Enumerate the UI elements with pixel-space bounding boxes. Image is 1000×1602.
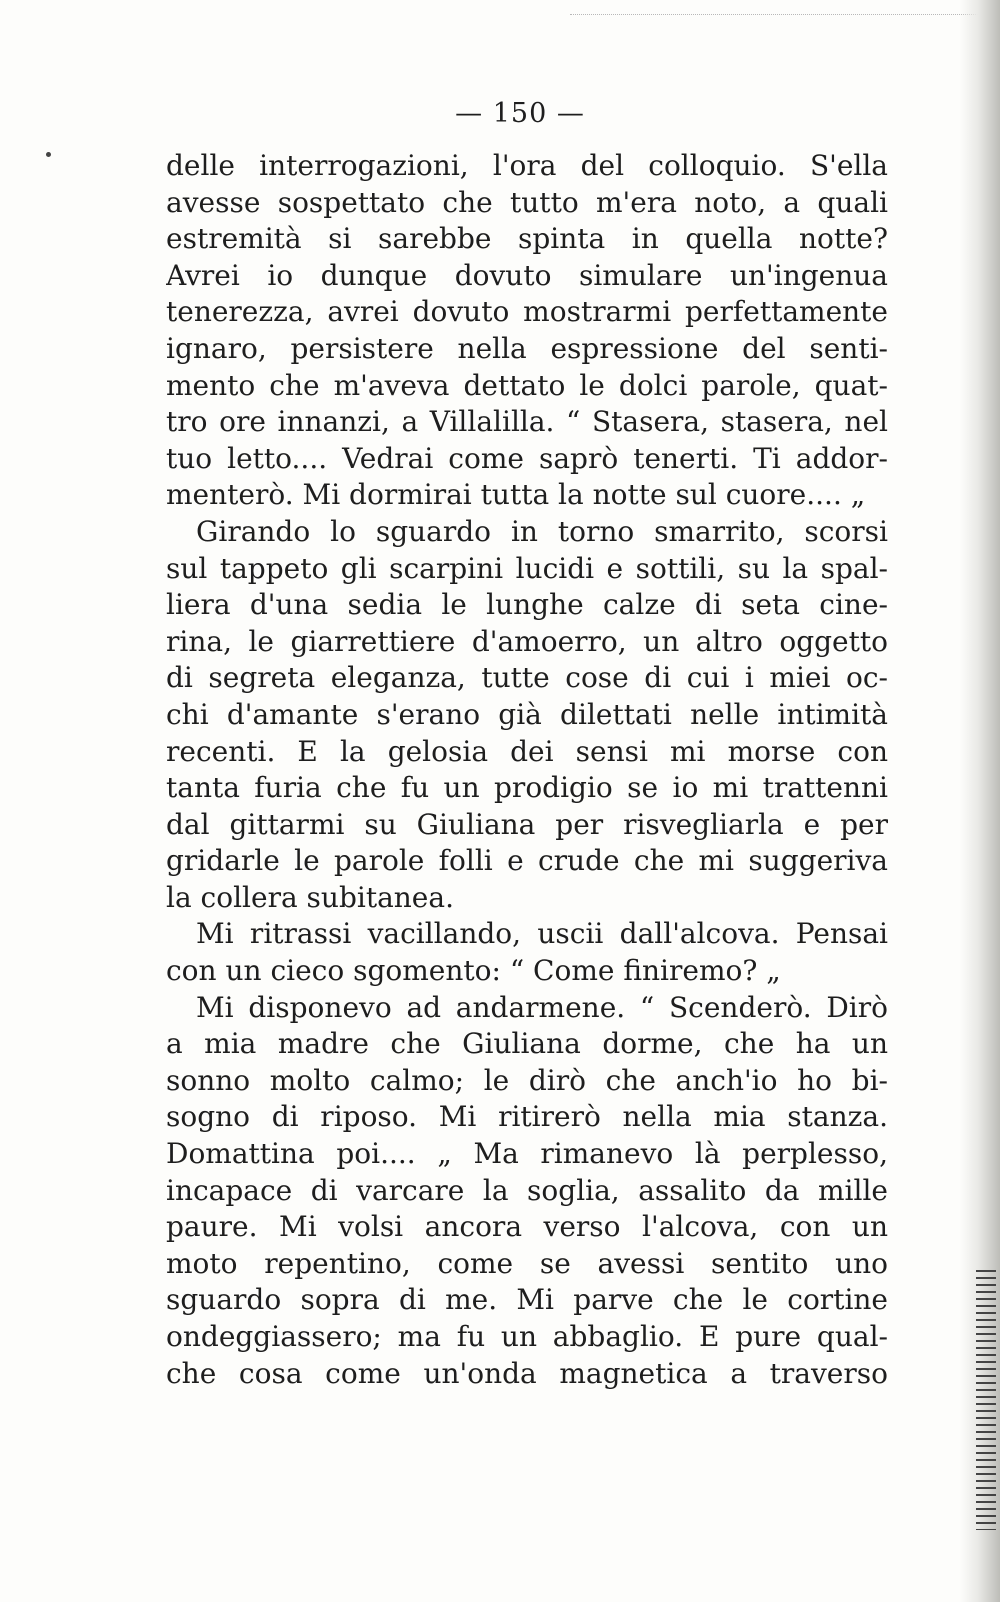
text-line: menterò. Mi dormirai tutta la notte sul cuore.... „	[166, 478, 866, 512]
text-line: Avrei io dunque dovuto simulare un'ingenua	[166, 258, 888, 292]
text-line: avesse sospettato che tutto m'era noto, a quali	[166, 185, 888, 219]
text-line: sguardo sopra di me. Mi parve che le cortine	[166, 1283, 888, 1317]
ink-speck	[46, 152, 51, 157]
text-line: chi d'amante s'erano già dilettati nelle intimità	[166, 697, 888, 731]
text-line: ignaro, persistere nella espressione del senti-	[166, 331, 888, 365]
text-line: mento che m'aveva dettato le dolci parole, quat-	[166, 368, 888, 402]
body-text	[166, 148, 888, 1392]
text-line: Girando lo sguardo in torno smarrito, scorsi	[196, 514, 888, 548]
text-line: tro ore innanzi, a Villalilla. “ Stasera, stasera, nel	[166, 405, 888, 439]
text-line: estremità si sarebbe spinta in quella notte?	[166, 222, 888, 256]
text-line: tuo letto.... Vedrai come saprò tenerti. Ti addor-	[166, 441, 888, 475]
text-line: Mi ritrassi vacillando, uscii dall'alcova. Pensai	[196, 917, 888, 951]
text-line: tanta furia che fu un prodigio se io mi trattenni	[166, 771, 888, 805]
text-line: di segreta eleganza, tutte cose di cui i miei oc-	[166, 661, 888, 695]
text-line: sogno di riposo. Mi ritirerò nella mia stanza.	[166, 1100, 888, 1134]
text-line: gridarle le parole folli e crude che mi suggeriva	[166, 844, 888, 878]
text-line: Mi disponevo ad andarmene. “ Scenderò. Dirò	[196, 990, 888, 1024]
scanned-page-edge	[960, 0, 1000, 1602]
text-line: tenerezza, avrei dovuto mostrarmi perfettamente	[166, 295, 888, 329]
text-line: dal gittarmi su Giuliana per risvegliarla e per	[166, 807, 888, 841]
text-line: paure. Mi volsi ancora verso l'alcova, con un	[166, 1210, 888, 1244]
text-line: delle interrogazioni, l'ora del colloquio. S'ella	[166, 149, 888, 182]
text-line: Domattina poi.... „ Ma rimanevo là perplesso,	[166, 1137, 888, 1171]
text-line: liera d'una sedia le lunghe calze di seta cine-	[166, 588, 888, 622]
scan-edge-mark	[570, 0, 990, 15]
text-line: sonno molto calmo; le dirò che anch'io ho bi-	[166, 1063, 888, 1097]
text-line: sul tappeto gli scarpini lucidi e sottili, su la spal-	[166, 551, 888, 585]
text-line: incapace di varcare la soglia, assalito da mille	[166, 1173, 888, 1207]
page-number: — 150 —	[455, 98, 585, 129]
text-line: moto repentino, come se avessi sentito uno	[166, 1246, 888, 1280]
edge-shadow-marks	[976, 1270, 996, 1530]
text-line: recenti. E la gelosia dei sensi mi morse con	[166, 734, 888, 768]
text-line: che cosa come un'onda magnetica a traverso	[166, 1356, 888, 1390]
text-line: con un cieco sgomento: “ Come finiremo? „	[166, 954, 781, 988]
text-line: la collera subitanea.	[166, 880, 454, 914]
text-line: a mia madre che Giuliana dorme, che ha un	[166, 1027, 888, 1061]
text-line: rina, le giarrettiere d'amoerro, un altro oggetto	[166, 624, 888, 658]
text-line: ondeggiassero; ma fu un abbaglio. E pure qual-	[166, 1320, 888, 1353]
